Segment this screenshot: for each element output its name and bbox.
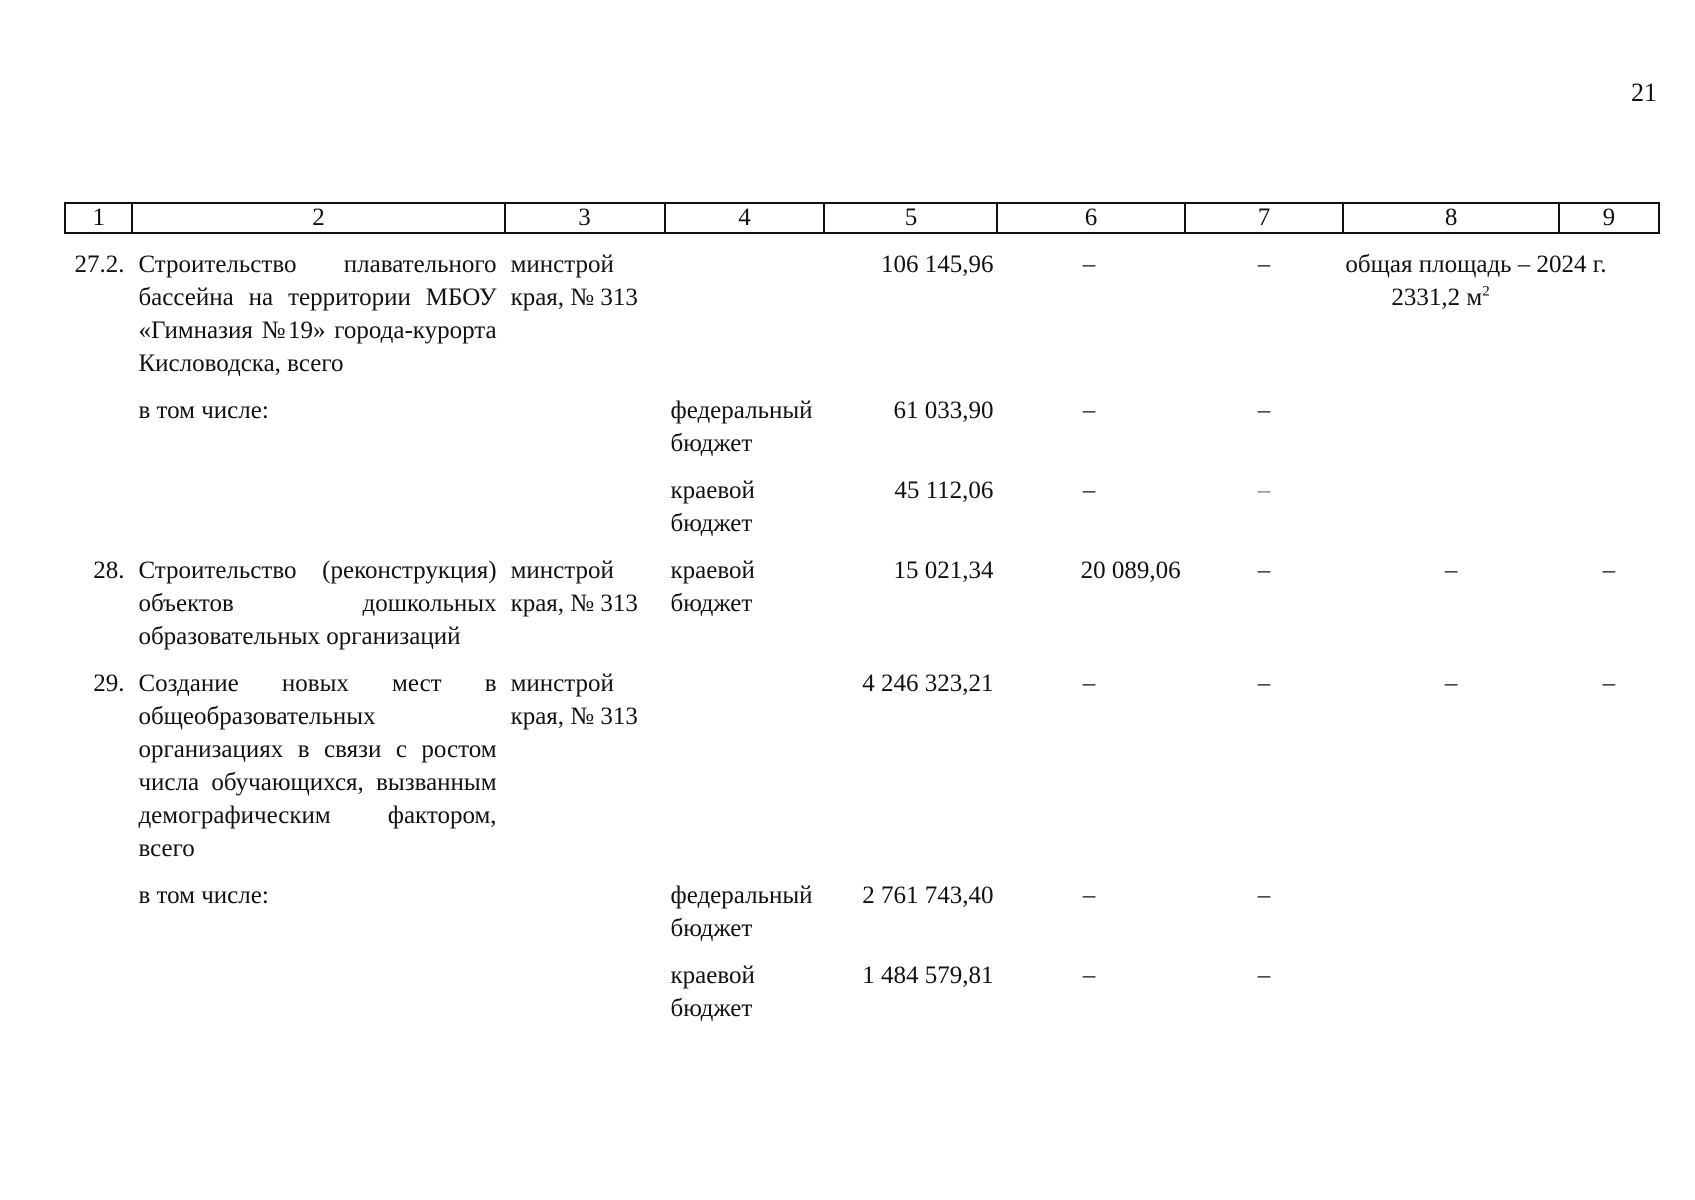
row-value-8: [1343, 248, 1659, 380]
row-value-5: 2 761 743,40: [862, 882, 994, 909]
row-executor: [505, 394, 665, 460]
row-value-5: 45 112,06: [894, 477, 994, 504]
table-row: [65, 394, 1659, 460]
row-value-9: [1559, 879, 1659, 945]
row-value-9: –: [1602, 557, 1616, 584]
row-name: в том числе:: [138, 397, 269, 424]
program-table: [64, 202, 1660, 1025]
column-header: 2: [132, 203, 504, 233]
row-value-8: [1343, 394, 1558, 460]
table-row: [65, 474, 1659, 540]
row-number: 29.: [93, 670, 125, 697]
row-value-7: –: [1257, 962, 1271, 989]
row-value-6: –: [1082, 670, 1096, 697]
table-row: [65, 959, 1659, 1025]
row-value-6: –: [1082, 477, 1096, 504]
row-number: [65, 474, 132, 540]
row-source: федеральный бюджет: [670, 397, 813, 457]
row-value-7: –: [1257, 882, 1271, 909]
row-value-9: [1559, 394, 1659, 460]
column-header: 3: [505, 203, 665, 233]
row-value-8: [1343, 959, 1558, 1025]
column-header: 9: [1559, 203, 1659, 233]
row-number: [65, 879, 132, 945]
row-value-6: –: [1082, 962, 1096, 989]
page-number: 21: [1631, 78, 1657, 107]
row-value-7: –: [1257, 477, 1271, 504]
row-value-9: [1559, 474, 1659, 540]
column-header: 8: [1343, 203, 1558, 233]
column-header: 7: [1185, 203, 1344, 233]
row-value-5: 61 033,90: [893, 397, 994, 424]
row-source: краевой бюджет: [670, 477, 755, 537]
row-value-7: –: [1257, 251, 1271, 278]
row-value-5: 4 246 323,21: [862, 670, 994, 697]
row-source: [665, 667, 825, 865]
row-value-8: –: [1444, 557, 1458, 584]
indicator-text: общая площадь – 2024 г.: [1345, 251, 1607, 278]
column-header: 4: [665, 203, 825, 233]
row-value-6: –: [1082, 882, 1096, 909]
row-number: 27.2.: [74, 251, 125, 278]
table-row: [65, 667, 1659, 865]
indicator-value: [1343, 281, 1659, 314]
row-executor: [505, 959, 665, 1025]
row-value-7: –: [1257, 397, 1271, 424]
row-value-8: [1343, 474, 1558, 540]
row-executor: [505, 879, 665, 945]
row-executor: минстрой края, № 313: [510, 251, 638, 311]
row-executor: минстрой края, № 313: [510, 670, 638, 730]
row-value-6: 20 089,06: [1080, 557, 1181, 584]
row-value-6: –: [1082, 397, 1096, 424]
row-source: краевой бюджет: [670, 962, 755, 1022]
row-name: [132, 959, 504, 1025]
row-name: Создание новых мест в общеобразовательных организациях в связи с ростом числа обучающихся, вызванным демографическим фактором, всего: [138, 670, 497, 862]
indicator-unit-exponent: 2: [1482, 283, 1490, 300]
row-source: [665, 248, 825, 380]
table-row: [65, 554, 1659, 653]
table-row: [65, 879, 1659, 945]
row-number: [65, 959, 132, 1025]
column-number-row: [65, 203, 1659, 233]
row-name: [132, 474, 504, 540]
column-header: 5: [824, 203, 997, 233]
row-value-5: 1 484 579,81: [862, 962, 994, 989]
row-executor: минстрой края, № 313: [510, 557, 638, 617]
row-value-5: 15 021,34: [893, 557, 994, 584]
indicator-value-text: 2331,2 м: [1391, 284, 1483, 311]
row-name: Строительство (реконструкция) объектов дошкольных образовательных организаций: [138, 557, 497, 650]
row-number: 28.: [93, 557, 125, 584]
row-source: краевой бюджет: [670, 557, 755, 617]
row-source: федеральный бюджет: [670, 882, 813, 942]
row-executor: [505, 474, 665, 540]
column-header: 6: [997, 203, 1184, 233]
row-value-9: –: [1602, 670, 1616, 697]
row-value-6: –: [1082, 251, 1096, 278]
row-name: Строительство плавательного бассейна на территории МБОУ «Гимназия №19» города-курорта Кисловодска, всего: [138, 251, 497, 377]
row-value-9: [1559, 959, 1659, 1025]
row-value-5: 106 145,96: [880, 251, 994, 278]
column-header: 1: [65, 203, 132, 233]
row-name: в том числе:: [138, 882, 269, 909]
row-value-7: –: [1257, 557, 1271, 584]
row-value-8: [1343, 879, 1558, 945]
row-number: [65, 394, 132, 460]
row-value-7: –: [1257, 670, 1271, 697]
row-value-8: –: [1444, 670, 1458, 697]
table-row: [65, 248, 1659, 380]
